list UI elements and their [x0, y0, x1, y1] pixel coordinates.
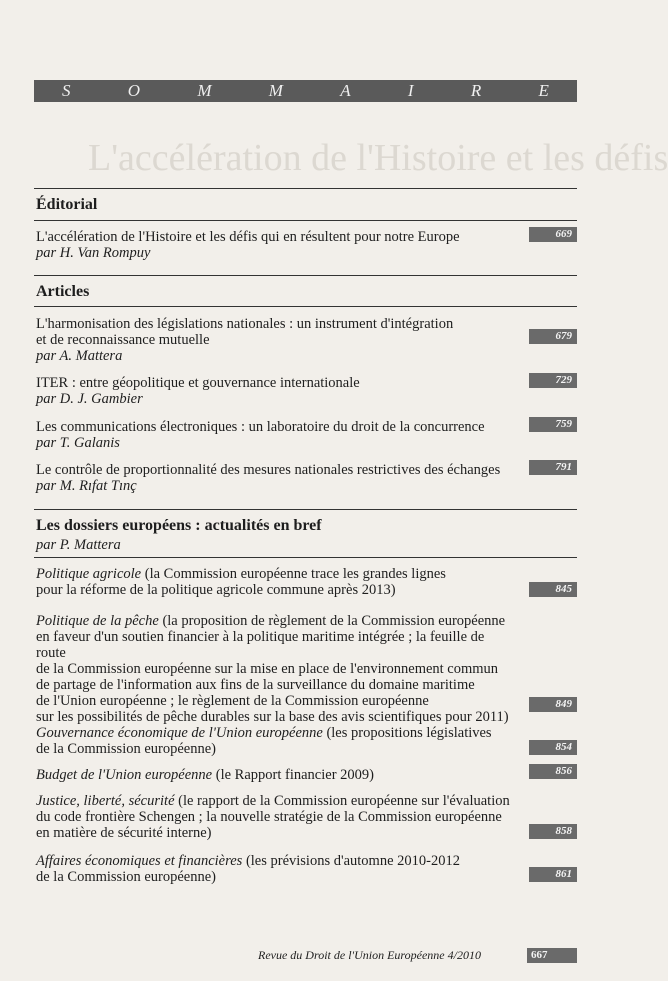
- divider: [34, 509, 577, 510]
- page-badge[interactable]: 759: [529, 417, 577, 432]
- entry-topic: Politique de la pêche: [36, 613, 159, 629]
- section-title-articles: Articles: [36, 283, 90, 300]
- entry-text: (les prévisions d'automne 2010-2012: [242, 853, 460, 869]
- entry-author: par M. Rıfat Tınç: [36, 478, 137, 494]
- folio-badge: 667: [527, 948, 577, 963]
- toc-entry[interactable]: [36, 767, 516, 783]
- entry-text: de l'Union européenne ; le règlement de la Commission européenne: [36, 693, 429, 709]
- entry-author: par H. Van Rompuy: [36, 245, 151, 261]
- toc-entry[interactable]: [36, 375, 516, 407]
- entry-text: sur les possibilités de pêche durables sur la base des avis scientifiques pour 2011): [36, 709, 509, 725]
- toc-entry[interactable]: [36, 613, 516, 725]
- entry-topic: Gouvernance économique de l'Union européenne: [36, 725, 323, 741]
- toc-entry[interactable]: [36, 793, 516, 841]
- toc-entry[interactable]: [36, 419, 516, 451]
- entry-title: L'accélération de l'Histoire et les défis qui en résultent pour notre Europe: [36, 229, 460, 245]
- entry-author: par A. Mattera: [36, 348, 123, 364]
- page-badge[interactable]: 845: [529, 582, 577, 597]
- toc-entry[interactable]: [36, 229, 516, 261]
- entry-text: de la Commission européenne): [36, 741, 216, 757]
- banner-letter: M: [197, 81, 212, 100]
- entry-text: du code frontière Schengen ; la nouvelle stratégie de la Commission européenne: [36, 809, 502, 825]
- banner-letter: R: [470, 81, 482, 100]
- entry-author: par P. Mattera: [36, 537, 121, 553]
- toc-entry[interactable]: [36, 725, 516, 757]
- page-badge[interactable]: 791: [529, 460, 577, 475]
- page-badge[interactable]: 858: [529, 824, 577, 839]
- banner-letter: S: [62, 81, 71, 100]
- page-badge[interactable]: 729: [529, 373, 577, 388]
- entry-topic: Justice, liberté, sécurité: [36, 793, 175, 809]
- page-badge[interactable]: 849: [529, 697, 577, 712]
- entry-topic: Politique agricole: [36, 566, 142, 582]
- toc-entry[interactable]: [36, 853, 516, 885]
- toc-entry[interactable]: [36, 316, 516, 364]
- section-title-dossiers: Les dossiers européens : actualités en bref: [36, 517, 322, 534]
- divider: [34, 188, 577, 189]
- page-badge[interactable]: 679: [529, 329, 577, 344]
- entry-title-line: L'harmonisation des législations nationales : un instrument d'intégration: [36, 316, 454, 332]
- divider: [34, 557, 577, 558]
- banner-letter: I: [407, 81, 414, 100]
- toc-entry[interactable]: [36, 566, 516, 598]
- section-title-editorial: Éditorial: [36, 196, 98, 213]
- entry-text: de la Commission européenne sur la mise en place de l'environnement commun: [36, 661, 499, 677]
- section-author: [36, 537, 516, 553]
- page-badge[interactable]: 861: [529, 867, 577, 882]
- divider: [34, 220, 577, 221]
- entry-title: ITER : entre géopolitique et gouvernance internationale: [36, 375, 360, 391]
- entry-author: par T. Galanis: [36, 435, 120, 451]
- entry-author: par D. J. Gambier: [36, 391, 143, 407]
- page-badge[interactable]: 669: [529, 227, 577, 242]
- entry-title: Le contrôle de proportionnalité des mesures nationales restrictives des échanges: [36, 462, 501, 478]
- journal-footer: Revue du Droit de l'Union Européenne 4/2010: [258, 948, 481, 962]
- page-badge[interactable]: 854: [529, 740, 577, 755]
- entry-text: (la Commission européenne trace les grandes lignes: [141, 566, 446, 582]
- entry-topic: Budget de l'Union européenne: [36, 767, 213, 783]
- sommaire-banner: [34, 80, 577, 102]
- banner-letter: O: [127, 81, 141, 100]
- entry-topic: Affaires économiques et financières: [36, 853, 243, 869]
- divider: [34, 306, 577, 307]
- entry-text: de partage de l'information aux fins de la surveillance du domaine maritime: [36, 677, 475, 693]
- toc-entry[interactable]: [36, 462, 516, 494]
- entry-text: (le Rapport financier 2009): [212, 767, 374, 783]
- entry-text: (les propositions législatives: [322, 725, 492, 741]
- entry-text: (le rapport de la Commission européenne sur l'évaluation: [174, 793, 510, 809]
- entry-text: en matière de sécurité interne): [36, 825, 212, 841]
- bleed-through-heading: L'accélération de l'Histoire et les défis: [88, 137, 668, 179]
- banner-letter: E: [538, 81, 549, 100]
- entry-text: en faveur d'un soutien financier à la politique maritime intégrée ; la feuille de route: [36, 629, 485, 661]
- banner-letter: M: [268, 81, 283, 100]
- entry-text: pour la réforme de la politique agricole commune après 2013): [36, 582, 396, 598]
- banner-letter: A: [340, 81, 351, 100]
- entry-title: Les communications électroniques : un laboratoire du droit de la concurrence: [36, 419, 485, 435]
- page-badge[interactable]: 856: [529, 764, 577, 779]
- entry-text: de la Commission européenne): [36, 869, 216, 885]
- divider: [34, 275, 577, 276]
- entry-title-line: et de reconnaissance mutuelle: [36, 332, 210, 348]
- entry-text: (la proposition de règlement de la Commission européenne: [158, 613, 506, 629]
